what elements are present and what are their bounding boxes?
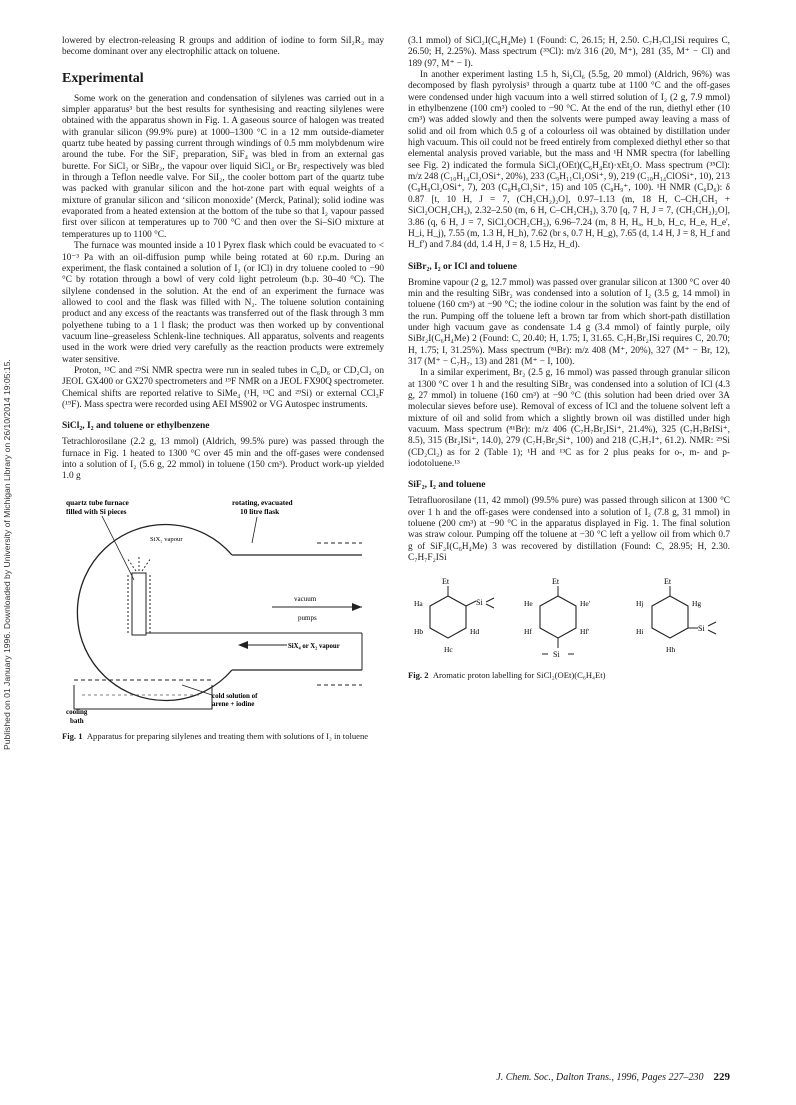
benzene-ring xyxy=(430,596,466,638)
figure-1-caption xyxy=(62,731,384,741)
paragraph: Tetrachlorosilane (2.2 g, 13 mmol) (Aldrich, 99.5% pure) was passed through the furnace in Fig. 1 heated to 1300 °C over 45 min and the off-gases were condensed into a solution of I₂ (5.6 g, 22 mmol) in toluene (150 cm³). Product work-up yielded 1.0 g xyxy=(62,437,384,482)
apparatus-diagram xyxy=(62,495,384,727)
paragraph: Proton, ¹³C and ²⁹Si NMR spectra were run in sealed tubes in C₆D₆ or CD₂Cl₂ on JEOL GX400 or GX270 spectrometers and ¹⁹F NMR on a JEOL FX90Q spectrometer. Chemical shifts are reported relative to SiMe₄ (¹H, ¹³C and ²⁹Si) or external CCl₃F (¹⁹F). Mass spectra were recorded using AEI MS902 or VG Autospec instruments. xyxy=(62,365,384,410)
paragraph: In a similar experiment, Br₂ (2.5 g, 16 mmol) was passed through granular silicon at 1300 °C over 1 h and the resulting SiBr₂ was condensed into a solution of ICl (4.3 g, 27 mmol) in toluene (160 cm³) at −90 °C (this solution had been dried over 3A molecular sieves before use). Removal of excess of ICl and the toluene solvent left a mixture of oil and solid from which a slightly brown oil was distilled under high vacuum. Mass spectrum (⁸¹Br): m/z 406 (C₇H₇Br₂ISi⁺, 21.4%), 325 (C₇H₇BrISi⁺, 8.5), 315 (Br₂ISi⁺, 14.0), 279 (C₇H₇Br₂Si⁺, 100) and 218 (C₇H₇I⁺, 61.2). NMR: ²⁹Si (CD₂Cl₂) as for 2 (Table 1); ¹H and ¹³C as for 2 plus peaks for o-, m- and p-iodotoluene.¹³ xyxy=(408,368,730,470)
label-hf: Hf xyxy=(524,627,532,637)
arrow-to-pumps xyxy=(352,603,362,611)
section-heading-experimental: Experimental xyxy=(62,70,144,86)
subheading-sicl2: SiCl₂, I₂ and toluene or ethylbenzene xyxy=(62,421,210,432)
benzene-ring xyxy=(652,596,688,638)
label-hj: Hj xyxy=(636,599,644,609)
label-flask: rotating, evacuated xyxy=(232,497,293,507)
left-column xyxy=(62,36,384,741)
journal-citation: J. Chem. Soc., Dalton Trans., 1996, Pages 227–230 xyxy=(496,1072,704,1083)
label-hd: Hd xyxy=(470,627,480,637)
right-column xyxy=(408,36,730,681)
label-solution: arene + iodine xyxy=(212,699,255,708)
label-si: Si xyxy=(698,624,705,634)
page-number: 229 xyxy=(713,1071,730,1083)
label-ha: Ha xyxy=(414,599,423,609)
label-hi: Hi xyxy=(636,627,644,637)
label-et: Et xyxy=(664,577,672,587)
paragraph: In another experiment lasting 1.5 h, Si₂Cl₆ (5.5g, 20 mmol) (Aldrich, 96%) was decomposed by flash pyrolysis³ through a quartz tube at 1100 °C and the off-gases were condensed under high vacuum into a well stirred solution of I₂ (2 g, 7.9 mmol) in ethylbenzene (100 cm³) cooled to −90 °C. At the end of the run, diethyl ether (10 cm³) was added slowly and then the solvents were pumped away leaving a mass of solid and oil from which 0.5 g of a colourless oil was obtained by distillation under high vacuum. This oil could not be freed entirely from complexed diethyl ether so that elemental analysis proved variable, but the mass and ¹H NMR spectra (for labelling see Fig. 2) indicated the formula SiCl₂(OEt)(C₆H₄Et)·xEt₂O. Mass spectrum (³⁵Cl): m/z 248 (C₁₀H₁₄Cl₂OSi⁺, 20%), 233 (C₉H₁₁Cl₂OSi⁺, 9), 219 (C₁₀H₁₄ClOSi⁺, 10), 213 (C₈H₉Cl₂OSi⁺, 7), 203 (C₈H₉Cl₂Si⁺, 15) and 105 (C₈H₉⁺, 100). ¹H NMR (C₆D₆): δ 0.87 [t, 10 H, J = 7, (CH₃CH₂)₂O], 0.97–1.13 (m, 18 H, C–CH₂CH₃ + SiCl₂OCH₂CH₃), 2.32–2.50 (m, 6 H, C–CH₂CH₃), 3.70 [q, 7 H, J = 7, (CH₃CH₂)₂O], 3.86 (q, 6 H, J = 7, SiCl₂OCH₂CH₃), 6.96–7.24 (m, 8 H, Hₐ, H_b, H_c, H_e, H_e', H_i, H_j), 7.55 (m, 1.3 H, H_h), 7.62 (br s, 0.7 H, H_g), 7.65 (d, 1.4 H, J = 8, H_f and H_f') and 7.84 (dd, 1.4 H, J = 8, 1.5 Hz, H_d). xyxy=(408,70,730,251)
label-vapour: SiX₂ vapour xyxy=(150,535,183,543)
label-hep: He' xyxy=(580,599,591,609)
figure-2-caption-label: Fig. 2 xyxy=(408,670,429,681)
label-bath: bath xyxy=(70,716,84,725)
figure-2-caption-text: Aromatic proton labelling for SiCl₂(OEt)(C₆H₄Et) xyxy=(432,670,606,681)
flask-outline xyxy=(77,524,232,700)
download-watermark: Published on 01 January 1996. Downloaded by University of Michigan Library on 26/10/2014 19:05:15. xyxy=(2,359,12,751)
label-pumps: pumps xyxy=(298,613,317,622)
label-si: Si xyxy=(553,650,560,660)
label-bath: cooling xyxy=(66,707,88,716)
intro-paragraph: lowered by electron-releasing R groups and addition of iodine to form SiI₂R₂ may become dominant over any electrophilic attack on toluene. xyxy=(62,36,384,58)
label-si: Si xyxy=(476,598,483,608)
page-footer xyxy=(460,1071,730,1083)
label-hc: Hc xyxy=(444,645,453,655)
label-et: Et xyxy=(442,577,450,587)
figure-1-caption-text: Apparatus for preparing silylenes and treating them with solutions of I₂ in toluene xyxy=(86,730,369,741)
subheading-sibr2: SiBr₂, I₂ or ICl and toluene xyxy=(408,261,517,272)
label-solution: cold solution of xyxy=(212,691,258,700)
label-furnace: filled with Si pieces xyxy=(66,506,127,516)
paragraph: Bromine vapour (2 g, 12.7 mmol) was passed over granular silicon at 1300 °C over 40 min and the resulting SiBr₂ was condensed into a solution of I₂ (3.5 g, 14 mmol) in toluene (160 cm³) at −90 °C; the iodine colour in the solution was faint by the end of the run. Pumping off the toluene left a brown tar from which short-path distillation under high vacuum gave as condensate 1.4 g (3.4 mmol) of faintly purple, oily SiBr₂I(C₆H₄Me) 2 (Found: C, 20.40; H, 1.75; I, 31.65. C₇H₇Br₂ISi requires C, 20.70; H, 1.75; I, 31.25%). Mass spectrum (⁸¹Br): m/z 408 (M⁺, 20%), 327 (M⁺ − Br, 12), 317 (M⁺ − C₇H₇, 13) and 281 (M⁺ − I, 100). xyxy=(408,277,730,367)
figure-1-caption-label: Fig. 1 xyxy=(62,730,83,741)
label-he: He xyxy=(524,599,533,609)
furnace-tube xyxy=(132,573,146,635)
label-hfp: Hf' xyxy=(580,627,590,637)
figure-2 xyxy=(408,574,730,680)
label-feed: SiX₄ or X₂ vapour xyxy=(288,642,340,650)
label-furnace: quartz tube furnace xyxy=(66,497,129,507)
paragraph: Some work on the generation and condensation of silylenes was carried out in a simpler apparatus³ but the best results for synthesising and reacting silylenes were obtained with the apparatus shown in Fig. 1. A gaseous source of halogen was treated with granular silicon (99.9% pure) at 1000–1300 °C in a 12 mm outside-diameter quartz tube heated by passing current through windings of 0.5 mm molybdenum wire around the tube. For the SiF₂ preparation, SiF₄ was bled in from an external gas burette. For SiCl₂ or SiBr₂, the vapour over liquid SiCl₄ or Br₂ respectively was bled in through a Teflon needle valve. For SiI₂, the cooler bottom part of the quartz tube was packed with granular silicon and the hot-zone part with equal weights of a mixture of granular silicon and ‘silicon monoxide’ (Merck, Patinal); solid iodine was evaporated from a heated extension at the bottom of the tube so that I₂ vapour passed first over silicon at temperatures up to 700 °C and then over the Si–SiO mixture at temperatures up to 1100 °C. xyxy=(62,93,384,240)
label-hg: Hg xyxy=(692,599,702,609)
label-hh: Hh xyxy=(666,645,676,655)
figure-2-caption xyxy=(408,670,730,680)
paragraph: Tetrafluorosilane (11, 42 mmol) (99.5% pure) was passed through silicon at 1300 °C over 1 h and the off-gases were condensed into a solution of I₂ (7.8 g, 31 mmol) in toluene (200 cm³) at −90 °C in the apparatus displayed in Fig. 1. The final solution was straw colour. Pumping off the toluene at −30 °C left a yellow oil from which 0.7 g of SiF₂I(C₆H₄Me) 3 was recovered by distillation (Found: C, 28.95; H, 2.30. C₇H₇F₂ISi xyxy=(408,496,730,564)
label-flask: 10 litre flask xyxy=(240,506,280,516)
paragraph: (3.1 mmol) of SiCl₂I(C₆H₄Me) 1 (Found: C, 26.15; H, 2.50. C₇H₇Cl₂ISi requires C, 26.50; H, 2.25%). Mass spectrum (³⁵Cl): m/z 316 (20, M⁺), 281 (35, M⁺ − Cl) and 189 (97, M⁺ − I). xyxy=(408,36,730,69)
paragraph: The furnace was mounted inside a 10 l Pyrex flask which could be evacuated to < 10⁻³ Pa with an oil-diffusion pump while being rotated at 60 r.p.m. During an experiment, the flask contained a solution of I₂ (or ICl) in dry toluene cooled to −90 °C by rotation through a bowl of very cold light petroleum (b.p. 30–40 °C). The silylene condensed in the solution. At the end of an experiment the furnace was allowed to cool and the flask was filled with N₂. The toluene solution containing product and any excess of the reactants was transferred out of the flask through 3 mm polyethene tubing to a 1 l flask; the product was then worked up by conventional vacuum line–greaseless Schlenk-line techniques. All apparatus, solvents and reagents used in the work were dried very carefully as the reaction products were extremely water sensitive. xyxy=(62,241,384,365)
figure-1 xyxy=(62,495,384,741)
label-hb: Hb xyxy=(414,627,424,637)
label-pumps: vacuum xyxy=(294,594,317,603)
label-et: Et xyxy=(552,577,560,587)
subheading-sif2: SiF₂, I₂ and toluene xyxy=(408,480,486,491)
benzene-ring xyxy=(540,596,576,638)
arrow-feed xyxy=(238,641,248,649)
proton-labelling-diagram xyxy=(408,574,730,666)
